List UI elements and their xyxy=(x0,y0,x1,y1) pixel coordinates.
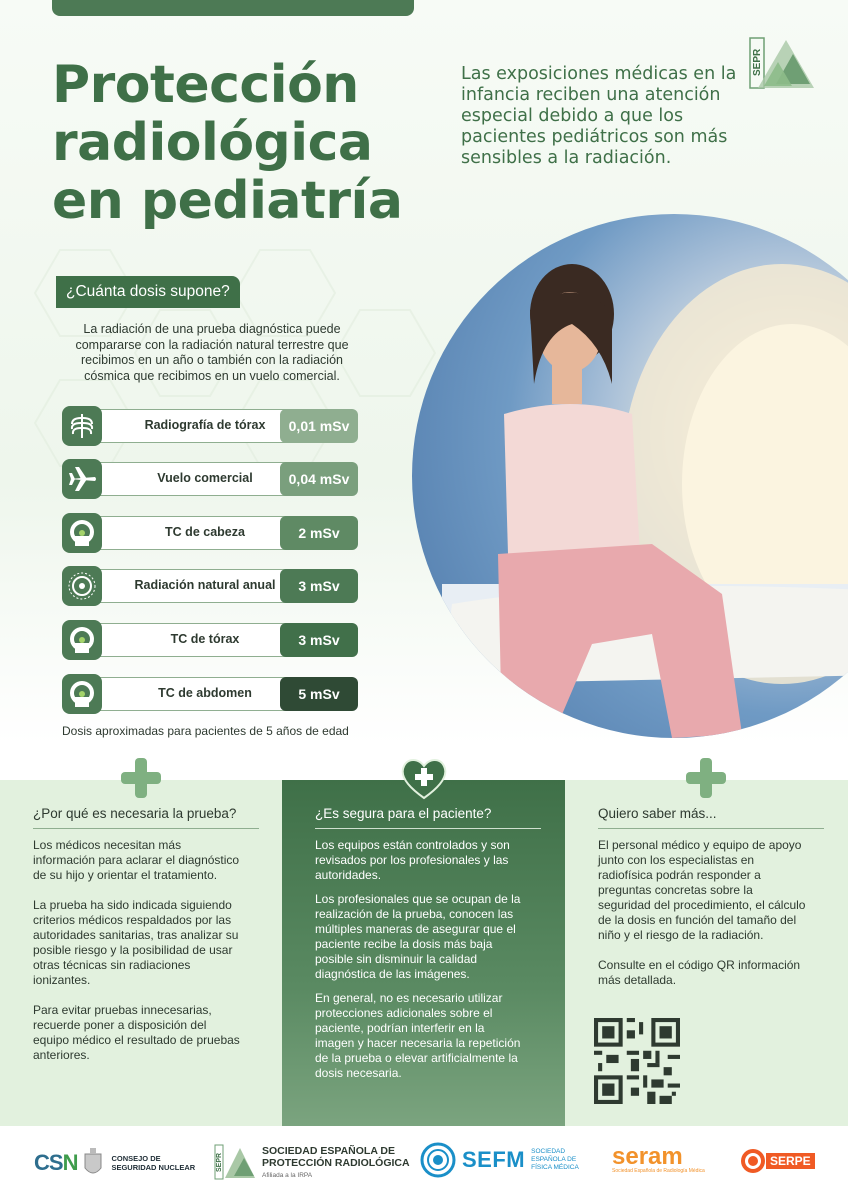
dose-row xyxy=(62,409,358,443)
ct-scanner-icon xyxy=(62,620,102,660)
column-body xyxy=(598,838,808,1003)
sepr-name-line: PROTECCIÓN RADIOLÓGICA xyxy=(262,1157,410,1169)
paragraph: Los profesionales que se ocupan de la realización de la prueba, conocen las múltiples maneras de asegurar que el paciente recibe la dosis más baja posible sin disminuir la calidad diagnóstica de las imágenes. xyxy=(315,892,521,981)
ribcage-icon xyxy=(62,406,102,446)
title-line: Protección xyxy=(52,55,359,115)
footer-logos xyxy=(0,1126,848,1200)
dose-note: Dosis aproximadas para pacientes de 5 años de edad xyxy=(62,724,349,738)
paragraph: Los equipos están controlados y son revisados por los profesionales y las autoridades. xyxy=(315,838,510,882)
dose-label: Vuelo comercial xyxy=(96,462,314,496)
seram-logo xyxy=(612,1143,705,1174)
column-heading: ¿Por qué es necesaria la prueba? xyxy=(33,806,237,821)
sepr-name-line: SOCIEDAD ESPAÑOLA DE xyxy=(262,1145,396,1157)
dose-value: 2 mSv xyxy=(280,516,358,550)
column-why xyxy=(0,780,282,1126)
dose-section-heading: ¿Cuánta dosis supone? xyxy=(56,276,240,308)
csn-name-line: CONSEJO DE xyxy=(111,1154,161,1163)
dose-value: 3 mSv xyxy=(280,569,358,603)
divider xyxy=(315,828,541,829)
intro-text: Las exposiciones médicas en la infancia reciben una atención especial debido a que los pacientes pediátricos son más sensibles a la radiación. xyxy=(461,64,737,168)
dose-label: Radiación natural anual xyxy=(96,569,314,603)
dose-row xyxy=(62,623,358,657)
dose-value: 0,01 mSv xyxy=(280,409,358,443)
heart-cross-icon xyxy=(400,756,448,800)
sefm-wordmark: SEFM xyxy=(462,1147,526,1172)
csn-wordmark xyxy=(34,1150,77,1176)
child-mri-photo xyxy=(412,214,848,738)
serpe-wordmark: SERPE xyxy=(766,1153,815,1169)
csn-name-line: SEGURIDAD NUCLEAR xyxy=(111,1163,196,1172)
paragraph: En general, no es necesario utilizar protecciones adicionales sobre el paciente, podrían interferir en la imagen y hacer necesaria la repetición de la prueba o elevar artificialmente la dosis necesaria. xyxy=(315,991,521,1080)
dose-label: TC de tórax xyxy=(96,623,314,657)
ct-scanner-icon xyxy=(62,674,102,714)
sepr-mark-icon xyxy=(214,1144,256,1180)
csn-name xyxy=(111,1154,195,1172)
sefm-circle-icon xyxy=(420,1142,456,1178)
column-body xyxy=(33,838,243,1078)
title-line: radiológica xyxy=(52,113,373,173)
dose-label: Radiografía de tórax xyxy=(96,409,314,443)
column-heading: Quiero saber más... xyxy=(598,806,717,821)
coat-of-arms-icon xyxy=(81,1148,105,1178)
sepr-logo-text: SEPR xyxy=(752,48,763,76)
sepr-affiliation: Afiliada a la IRPA xyxy=(262,1172,313,1179)
dose-value: 0,04 mSv xyxy=(280,462,358,496)
sefm-name xyxy=(531,1148,579,1172)
seram-wordmark: seram xyxy=(612,1143,683,1170)
csn-logo xyxy=(34,1148,195,1178)
divider xyxy=(33,828,259,829)
dose-row xyxy=(62,462,358,496)
sepr-logo xyxy=(748,36,818,92)
seram-subtitle: Sociedad Española de Radiología Médica xyxy=(612,1168,705,1174)
serpe-logo xyxy=(740,1148,815,1174)
ct-scanner-icon xyxy=(62,513,102,553)
title-line: en pediatría xyxy=(52,171,403,231)
divider xyxy=(598,828,824,829)
sefm-name-line: SOCIEDAD xyxy=(531,1148,566,1155)
paragraph: El personal médico y equipo de apoyo junto con los especialistas en radiofísica podrán responder a preguntas concretas sobre la seguridad del procedimiento, el cálculo de la dosis en función del tamaño del niño y el riesgo de la radiación. xyxy=(598,838,806,942)
dose-label: TC de abdomen xyxy=(96,677,314,711)
column-heading: ¿Es segura para el paciente? xyxy=(315,806,492,821)
serpe-target-icon xyxy=(740,1148,766,1174)
dose-label: TC de cabeza xyxy=(96,516,314,550)
paragraph: La prueba ha sido indicada siguiendo criterios médicos respaldados por las autoridades sanitarias, tras analizar su posible riesgo y la posibilidad de usar otras técnicas sin radiaciones ionizantes. xyxy=(33,898,239,987)
photo-illustration xyxy=(412,214,848,738)
sefm-logo xyxy=(420,1142,579,1178)
sefm-name-line: ESPAÑOLA DE xyxy=(531,1156,577,1163)
sepr-footer-logo xyxy=(214,1144,410,1180)
airplane-icon xyxy=(62,459,102,499)
paragraph: Para evitar pruebas innecesarias, recuerde poner a disposición del equipo médico el resultado de pruebas anteriores. xyxy=(33,1003,240,1062)
dose-description: La radiación de una prueba diagnóstica puede compararse con la radiación natural terrestre que recibimos en un año o también con la radiación cósmica que recibimos en un vuelo comercial. xyxy=(75,322,349,383)
paragraph: Los médicos necesitan más información para aclarar el diagnóstico de su hijo y orientar el tratamiento. xyxy=(33,838,240,882)
dose-value: 5 mSv xyxy=(280,677,358,711)
top-accent-bar xyxy=(52,0,414,16)
sefm-name-line: FÍSICA MÉDICA xyxy=(531,1164,579,1171)
csn-letters: CS xyxy=(34,1150,63,1175)
sepr-mark-text: SEPR xyxy=(216,1152,223,1172)
dose-value: 3 mSv xyxy=(280,623,358,657)
medical-cross-icon xyxy=(121,758,161,798)
sepr-footer-text xyxy=(262,1145,410,1179)
paragraph: Consulte en el código QR información más detallada. xyxy=(598,958,801,987)
column-safety xyxy=(282,780,565,1126)
dose-row xyxy=(62,569,358,603)
qr-code[interactable] xyxy=(594,1018,680,1104)
page-title xyxy=(52,56,432,230)
column-body xyxy=(315,838,525,1090)
globe-radiation-icon xyxy=(62,566,102,606)
dose-row xyxy=(62,677,358,711)
csn-letter-n: N xyxy=(62,1150,78,1175)
medical-cross-icon xyxy=(686,758,726,798)
dose-row xyxy=(62,516,358,550)
